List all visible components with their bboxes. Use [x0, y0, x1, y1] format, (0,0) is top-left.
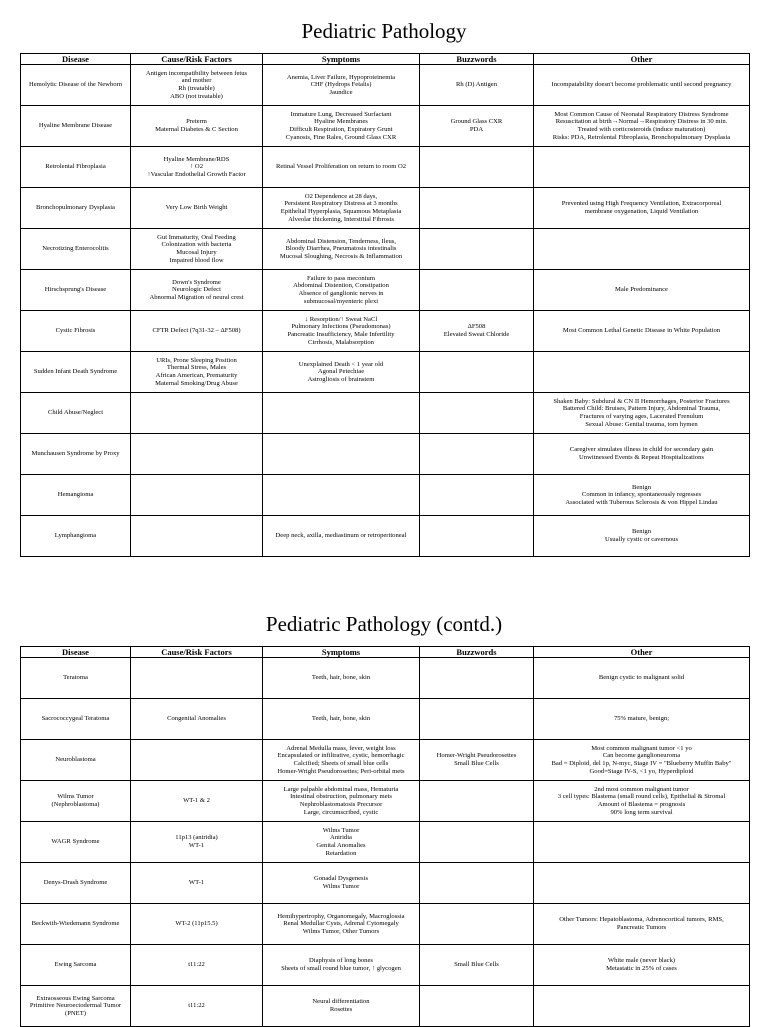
cell-disease: [21, 699, 131, 740]
cell-line: URIs, Prone Sleeping Position: [156, 356, 237, 364]
cell-line: Primitive Neuroectodermal Tumor: [29, 1002, 122, 1010]
cell-line: Renal Medullar Cysts, Adrenal Cytomegaly: [283, 920, 399, 928]
cell-symptoms: [263, 147, 420, 188]
cell-line: Aniridia: [330, 834, 352, 842]
cell-disease: [21, 270, 131, 311]
cell-buzzwords: [420, 352, 534, 393]
cell-other: [534, 352, 750, 393]
cell-line: Gonadal Dysgenesis: [313, 875, 369, 883]
cell-line: Neuroblastoma: [55, 756, 96, 764]
cell-other: [534, 270, 750, 311]
cell-buzzwords: [420, 147, 534, 188]
cell-cause: [131, 863, 263, 904]
cell-line: Homer-Wright Pseudorosettes; Peri-orbital mets: [277, 767, 405, 775]
cell-line: Anemia, Liver Failure, Hypoproteinemia: [286, 73, 396, 81]
cell-other: [534, 986, 750, 1027]
cell-disease: [21, 106, 131, 147]
table-row: [21, 434, 750, 475]
cell-disease: [21, 229, 131, 270]
cell-buzzwords: [420, 188, 534, 229]
cell-symptoms: [263, 393, 420, 434]
cell-line: Benign: [631, 483, 652, 491]
cell-line: 11p13 (aniridia): [175, 834, 218, 842]
cell-disease: [21, 740, 131, 781]
cell-line: Denys-Drash Syndrome: [43, 879, 108, 887]
cell-other: [534, 147, 750, 188]
cell-line: Cirrhosis, Malabsorption: [308, 338, 374, 346]
cell-line: Sudden Infant Death Syndrome: [33, 368, 118, 376]
cell-buzzwords: [420, 986, 534, 1027]
table-row: [21, 229, 750, 270]
cell-buzzwords: [420, 229, 534, 270]
cell-line: Hyaline Membranes: [314, 118, 368, 126]
cell-cause: [131, 311, 263, 352]
cell-line: Maternal Diabetes & C Section: [155, 126, 238, 133]
cell-cause: [131, 270, 263, 311]
table-row: [21, 781, 750, 822]
table-row: [21, 863, 750, 904]
cell-line: Most Common Lethal Genetic Disease in White Population: [562, 327, 721, 335]
cell-cause: [131, 781, 263, 822]
cell-line: ↓ Resorption/↑ Sweat NaCl: [304, 315, 378, 323]
cell-other: [534, 393, 750, 434]
cell-other: [534, 311, 750, 352]
cell-symptoms: [263, 904, 420, 945]
cell-disease: [21, 311, 131, 352]
cell-line: Persistent Respiratory Distress at 3 months: [284, 200, 398, 208]
cell-disease: [21, 658, 131, 699]
cell-line: ↑Vascular Endothelial Growth Factor: [147, 170, 246, 178]
cell-line: Incompatability doesn't become problematic until second pregnancy: [551, 81, 732, 89]
table-row: [21, 475, 750, 516]
cell-line: Male Predominance: [615, 286, 668, 294]
cell-buzzwords: [420, 106, 534, 147]
cell-line: Unwitnessed Events & Repeat Hospitalizations: [579, 454, 704, 461]
cell-line: Shaken Baby: Subdural & CN II Hemorrhages, Posterior Fractures: [553, 397, 730, 405]
header-disease: Disease: [21, 54, 131, 65]
header-cause: Cause/Risk Factors: [131, 54, 263, 65]
cell-line: Antigen incompatibility between fetus: [145, 69, 248, 77]
cell-line: Mucosal Sloughing, Necrosis & Inflammation: [279, 252, 403, 260]
cell-cause: [131, 904, 263, 945]
cell-line: Adrenal Medulla mass, fever, weight loss: [286, 744, 396, 752]
cell-line: Extraosseous Ewing Sarcoma: [36, 994, 115, 1002]
cell-line: Lymphangioma: [54, 532, 97, 540]
table-row: [21, 822, 750, 863]
cell-line: Hirschsprung's Disease: [44, 286, 107, 294]
cell-disease: [21, 475, 131, 516]
cell-cause: [131, 822, 263, 863]
cell-line: Hyaline Membrane/RDS: [163, 155, 230, 163]
table-row: [21, 65, 750, 106]
cell-other: [534, 945, 750, 986]
cell-line: Large palpable abdominal mass, Hematuria: [283, 785, 399, 793]
cell-other: [534, 106, 750, 147]
cell-line: Astrogliosis of brainstem: [307, 375, 375, 383]
cell-symptoms: [263, 986, 420, 1027]
cell-line: Jaundice: [329, 88, 353, 96]
cell-line: Most common malignant tumor <1 yo: [591, 744, 692, 752]
cell-line: Maternal Smoking/Drug Abuse: [155, 379, 238, 387]
cell-line: Cyanosis, Fine Rales, Ground Glass CXR: [285, 133, 397, 141]
cell-disease: [21, 65, 131, 106]
cell-line: Hemangioma: [57, 491, 94, 499]
cell-symptoms: [263, 945, 420, 986]
cell-line: Colonization with bacteria: [161, 241, 232, 249]
header-row: [21, 54, 750, 65]
cell-other: [534, 658, 750, 699]
cell-line: Wilms Tumor: [57, 793, 94, 801]
cell-symptoms: [263, 352, 420, 393]
cell-line: (PNET): [65, 1009, 86, 1017]
cell-disease: [21, 822, 131, 863]
cell-disease: [21, 986, 131, 1027]
table-row: [21, 188, 750, 229]
cell-other: [534, 229, 750, 270]
cell-line: Wilms Tumor, Other Tumors: [302, 927, 380, 935]
cell-line: Necrotizing Enterocolitis: [42, 245, 109, 253]
cell-other: [534, 822, 750, 863]
cell-line: Nephroblastomatosis Precursor: [299, 801, 383, 808]
cell-line: Rosettes: [329, 1006, 353, 1013]
cell-symptoms: [263, 188, 420, 229]
header-cause: Cause/Risk Factors: [131, 647, 263, 658]
cell-disease: [21, 147, 131, 188]
cell-buzzwords: [420, 904, 534, 945]
cell-line: Ewing Sarcoma: [54, 961, 97, 969]
header-symptoms: Symptoms: [263, 647, 420, 658]
cell-line: Risks: PDA, Retrolental Fibroplasia, Bronchopulmonary Dysplasia: [552, 133, 731, 141]
cell-cause: [131, 393, 263, 434]
cell-cause: [131, 229, 263, 270]
cell-line: Thermal Stress, Males: [166, 364, 227, 372]
cell-buzzwords: [420, 475, 534, 516]
cell-line: Deep neck, axilla, mediastinum or retroperitoneal: [275, 532, 407, 540]
cell-line: WAGR Syndrome: [51, 838, 100, 846]
cell-disease: [21, 945, 131, 986]
table-row: [21, 699, 750, 740]
cell-line: Large, circumscribed, cystic: [303, 808, 379, 816]
cell-line: WT-1 & 2: [183, 797, 210, 805]
cell-line: Benign: [631, 528, 652, 536]
cell-line: Amount of Blastema = prognosis: [597, 801, 686, 808]
cell-cause: [131, 740, 263, 781]
cell-line: Retardation: [325, 849, 357, 857]
table-row: [21, 516, 750, 557]
pathology-table-contd: [20, 646, 750, 1027]
cell-line: 90% long term survival: [610, 808, 673, 816]
cell-disease: [21, 904, 131, 945]
cell-line: Immature Lung, Decreased Surfactant: [290, 110, 392, 118]
cell-symptoms: [263, 434, 420, 475]
cell-buzzwords: [420, 699, 534, 740]
cell-buzzwords: [420, 434, 534, 475]
cell-buzzwords: [420, 270, 534, 311]
header-row: [21, 647, 750, 658]
table-row: [21, 904, 750, 945]
cell-symptoms: [263, 863, 420, 904]
header-disease: Disease: [21, 647, 131, 658]
cell-line: Sexual Abuse: Genital trauma, torn hymen: [585, 420, 698, 428]
cell-line: Benign cystic to malignant solid: [598, 674, 685, 682]
cell-line: O2 Dependence at 28 days,: [304, 192, 378, 200]
cell-cause: [131, 986, 263, 1027]
cell-buzzwords: [420, 822, 534, 863]
cell-symptoms: [263, 781, 420, 822]
cell-buzzwords: [420, 516, 534, 557]
cell-line: Intestinal obstruction, pulmonary mets: [290, 793, 392, 801]
cell-line: Pancreatic Insufficiency, Male Infertility: [287, 331, 395, 338]
cell-line: Neural differentiation: [312, 998, 370, 1006]
header-symptoms: Symptoms: [263, 54, 420, 65]
cell-line: Usually cystic or cavernous: [604, 536, 679, 543]
cell-line: Small Blue Cells: [454, 961, 499, 969]
cell-line: Cystic Fibrosis: [55, 327, 96, 335]
cell-line: Sheets of small round blue tumor, ↑ glycogen: [281, 965, 401, 972]
cell-line: Common in infancy, spontaneously regresses: [581, 491, 702, 499]
cell-buzzwords: [420, 658, 534, 699]
cell-line: Munchausen Syndrome by Proxy: [31, 450, 120, 458]
cell-line: Epithelial Hyperplasia, Squamous Metaplasia: [280, 208, 402, 215]
cell-line: Caregiver simulates illness in child for secondary gain: [569, 446, 714, 454]
cell-line: Bloody Diarrhea, Pneumatosis intestinalis: [285, 245, 397, 253]
cell-disease: [21, 863, 131, 904]
cell-line: Very Low Birth Weight: [165, 204, 228, 212]
table-row: [21, 393, 750, 434]
cell-other: [534, 475, 750, 516]
pathology-table: [20, 53, 750, 557]
cell-line: Elevated Sweat Chloride: [443, 331, 510, 338]
table-row: [21, 986, 750, 1027]
header-other: Other: [534, 647, 750, 658]
cell-line: Bad = Diploid, del 1p, N-myc, Stage IV = "Blueberry Muffin Baby": [551, 760, 732, 767]
cell-line: Rh (D) Antigen: [455, 81, 498, 89]
cell-line: Bronchopulmonary Dysplasia: [36, 204, 115, 212]
cell-line: 3 cell types: Blastema (small round cells), Epithelial & Stromal: [557, 793, 726, 801]
cell-other: [534, 65, 750, 106]
cell-line: Hemolytic Disease of the Newborn: [28, 81, 123, 89]
cell-line: Impaired blood flow: [169, 256, 224, 264]
cell-buzzwords: [420, 393, 534, 434]
table-row: [21, 352, 750, 393]
cell-line: Fractures of varying ages, Lacerated Frenulum: [579, 413, 704, 420]
cell-symptoms: [263, 822, 420, 863]
cell-line: Failure to pass meconium: [307, 274, 375, 282]
cell-line: Other Tumors: Hepatoblastoma, Adrenocortical tumors, RMS,: [559, 916, 724, 924]
cell-line: membrane oxygenation, Liquid Ventilation: [584, 208, 699, 215]
cell-other: [534, 434, 750, 475]
cell-line: Wilms Tumor: [322, 826, 360, 834]
cell-line: Battered Child: Bruises, Pattern Injury, Abdominal Trauma,: [562, 405, 721, 413]
cell-line: Absence of ganglionic nerves in: [298, 290, 384, 297]
cell-disease: [21, 352, 131, 393]
cell-line: Retrolental Fibroplasia: [45, 163, 106, 171]
cell-line: Good=Stage IV-S, <1 yo, Hyperdiploid: [589, 767, 694, 775]
cell-disease: [21, 781, 131, 822]
cell-other: [534, 516, 750, 557]
cell-buzzwords: [420, 311, 534, 352]
cell-symptoms: [263, 740, 420, 781]
cell-cause: [131, 658, 263, 699]
cell-line: Abdominal Distention, Constipation: [293, 282, 389, 290]
cell-other: [534, 904, 750, 945]
cell-line: Teeth, hair, bone, skin: [311, 674, 371, 682]
table-row: [21, 740, 750, 781]
cell-cause: [131, 352, 263, 393]
cell-line: t11:22: [188, 961, 205, 969]
cell-symptoms: [263, 270, 420, 311]
cell-symptoms: [263, 65, 420, 106]
table-row: [21, 945, 750, 986]
cell-line: Agonal Petechiae: [317, 368, 365, 376]
cell-line: Rh (treatable): [178, 85, 215, 92]
cell-line: PDA: [469, 126, 484, 133]
cell-line: Small Blue Cells: [454, 760, 499, 767]
cell-line: Pulmonary Infections (Pseudomonas): [291, 323, 391, 331]
cell-line: Child Abuse/Neglect: [47, 409, 104, 417]
table-row: [21, 270, 750, 311]
header-buzzwords: Buzzwords: [420, 54, 534, 65]
cell-line: Homer-Wright Pseudorosettes: [436, 752, 517, 760]
cell-disease: [21, 516, 131, 557]
cell-line: Abnormal Migration of neural crest: [149, 293, 244, 301]
cell-line: Retinal Vessel Proliferation on return to room O2: [275, 163, 407, 171]
cell-disease: [21, 188, 131, 229]
cell-cause: [131, 434, 263, 475]
page-title: Pediatric Pathology: [301, 19, 467, 43]
cell-line: Neurologic Defect: [172, 286, 221, 294]
cell-line: Down's Syndrome: [172, 278, 221, 286]
cell-line: and mother: [181, 77, 212, 85]
cell-line: Beckwith-Wiedemann Syndrome: [31, 920, 120, 928]
cell-line: 75% mature, benign;: [613, 715, 670, 723]
cell-cause: [131, 699, 263, 740]
cell-buzzwords: [420, 740, 534, 781]
cell-line: Hemihypertrophy, Organomegaly, Macroglossia: [277, 912, 405, 920]
cell-line: Treated with corticosteroids (induce maturation): [577, 126, 706, 133]
cell-cause: [131, 475, 263, 516]
cell-symptoms: [263, 311, 420, 352]
cell-line: Hyaline Membrane Disease: [38, 122, 113, 130]
cell-symptoms: [263, 229, 420, 270]
cell-symptoms: [263, 106, 420, 147]
cell-line: Encapsulated or infiltrative, cystic, hemorrhagic: [277, 752, 405, 760]
cell-line: Preterm: [186, 118, 207, 126]
table-row: [21, 147, 750, 188]
cell-cause: [131, 188, 263, 229]
cell-line: WT-1: [188, 879, 205, 887]
page-title-contd: Pediatric Pathology (contd.): [265, 612, 503, 636]
cell-other: [534, 740, 750, 781]
header-buzzwords: Buzzwords: [420, 647, 534, 658]
cell-symptoms: [263, 658, 420, 699]
cell-line: Difficult Respiration, Expiratory Grunt: [289, 126, 393, 133]
cell-cause: [131, 945, 263, 986]
header-other: Other: [534, 54, 750, 65]
cell-line: Genital Anomalies: [316, 842, 366, 849]
cell-line: (Nephroblastoma): [51, 801, 100, 808]
cell-cause: [131, 516, 263, 557]
cell-line: Ground Glass CXR: [450, 118, 503, 126]
table-row: [21, 106, 750, 147]
cell-line: WT-1: [188, 842, 205, 849]
cell-other: [534, 863, 750, 904]
cell-line: Can become ganglioneuroma: [602, 752, 681, 760]
cell-cause: [131, 65, 263, 106]
cell-cause: [131, 147, 263, 188]
table-body: [21, 658, 750, 1027]
cell-line: submucosal/myenteric plexi: [303, 297, 379, 305]
cell-buzzwords: [420, 945, 534, 986]
cell-line: ABO (not treatable): [170, 92, 223, 100]
cell-line: Teeth, hair, bone, skin: [311, 715, 371, 723]
table-body: [21, 65, 750, 557]
cell-line: Gut Immaturity, Oral Feeding: [157, 233, 236, 241]
cell-cause: [131, 106, 263, 147]
cell-other: [534, 781, 750, 822]
cell-buzzwords: [420, 65, 534, 106]
cell-line: ↑ O2: [189, 163, 203, 171]
cell-line: Unexplained Death < 1 year old: [298, 360, 384, 368]
cell-line: ΔF508: [467, 323, 486, 331]
cell-line: t11:22: [188, 1002, 205, 1010]
cell-line: Associated with Tuberous Sclerosis & von Hippel Lindau: [565, 498, 718, 506]
cell-line: WT-2 (11p15.5): [175, 920, 218, 928]
cell-symptoms: [263, 516, 420, 557]
cell-line: Diaphysis of long bones: [309, 957, 373, 965]
cell-line: Pancreatic Tumors: [616, 924, 667, 931]
cell-disease: [21, 434, 131, 475]
cell-line: 2nd most common malignant tumor: [594, 785, 689, 793]
cell-line: White male (never black): [607, 957, 676, 965]
cell-line: Mucosal Injury: [176, 249, 217, 256]
cell-line: Alveolar thickening, Interstitial Fibrosis: [288, 215, 394, 223]
cell-line: Wilms Tumor: [322, 883, 360, 890]
cell-line: Sacrococcygeal Teratoma: [41, 715, 110, 723]
cell-symptoms: [263, 475, 420, 516]
cell-line: Metastatic in 25% of cases: [606, 965, 677, 972]
cell-line: CFTR Defect (7q31-32 – ΔF508): [152, 327, 241, 335]
cell-other: [534, 188, 750, 229]
table-row: [21, 311, 750, 352]
cell-line: Prevented using High Frequency Ventilation, Extracorporeal: [561, 200, 722, 208]
cell-line: African American, Prematurity: [155, 372, 238, 379]
table-row: [21, 658, 750, 699]
cell-buzzwords: [420, 863, 534, 904]
cell-line: CHF (Hydrops Fetalis): [310, 81, 372, 89]
cell-line: Most Common Cause of Neonatal Respiratory Distress Syndrome: [554, 110, 729, 118]
cell-line: Teratoma: [63, 674, 88, 682]
cell-line: Resuscitation at birth→Normal→Respiratory Distress in 30 min.: [555, 118, 728, 126]
cell-line: Abdominal Distension, Tenderness, Ileus,: [285, 237, 397, 245]
cell-line: Congenital Anomalies: [167, 715, 226, 723]
cell-disease: [21, 393, 131, 434]
cell-other: [534, 699, 750, 740]
cell-line: Calcified; Sheets of small blue cells: [293, 760, 389, 767]
cell-buzzwords: [420, 781, 534, 822]
cell-symptoms: [263, 699, 420, 740]
